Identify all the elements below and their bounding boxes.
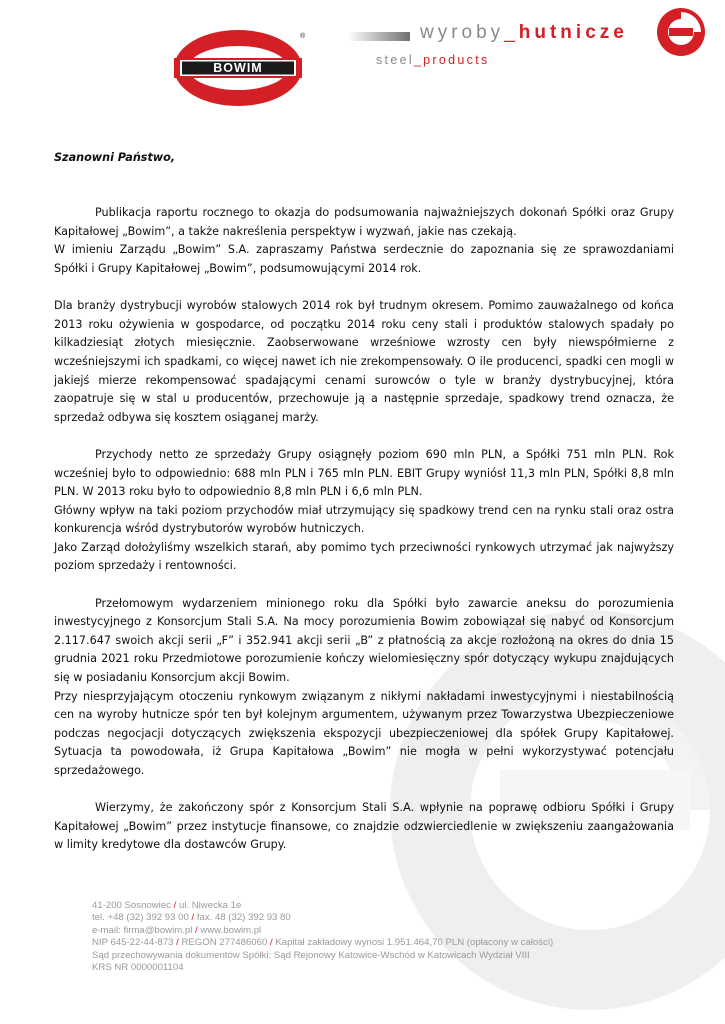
registered-mark: ® xyxy=(300,33,306,40)
footer-email-link[interactable]: e-mail: firma@bowim.pl xyxy=(92,924,193,936)
paragraph: Główny wpływ na taki poziom przychodów miał utrzymujący się spadkowy trend cen na rynku stali oraz ostra konkurencja wśród dystrybutorów wyrobów hutniczych. xyxy=(54,503,674,536)
tagline-main: wyroby_hutnicze xyxy=(420,22,628,43)
paragraph: Jako Zarząd dołożyliśmy wszelkich starań, aby pomimo tych przeciwności rynkowych utrzymać jak najwyższy poziom sprzedaży i rentowności. xyxy=(54,540,674,573)
logo-text: BOWIM xyxy=(213,61,263,75)
bowim-logo xyxy=(172,26,308,108)
footer-web: e-mail: firma@bowim.pl / www.bowim.pl xyxy=(92,924,262,936)
footer-address: 41-200 Sosnowiec / ul. Niwecka 1e xyxy=(92,900,242,911)
paragraph: W imieniu Zarządu „Bowim” S.A. zapraszamy Państwa serdecznie do zapoznania się ze sprawozdaniami Spółki i Grupy Kapitałowej „Bowim”, podsumowującymi 2014 rok. xyxy=(54,243,674,275)
footer-phone: tel. +48 (32) 392 93 00 / fax. 48 (32) 392 93 80 xyxy=(92,912,291,924)
salutation: Szanowni Państwo, xyxy=(54,151,176,164)
tagline-sub: steel_products xyxy=(376,53,490,67)
paragraph: Przychody netto ze sprzedaży Grupy osiągnęły poziom 690 mln PLN, a Spółki 751 mln PLN. Rok wcześniej było to odpowiednio: 688 mln PLN i 765 mln PLN. EBIT Grupy wyniósł 11,3 mln PLN, Spółki 8,8 mln PLN. W 2013 roku było to odpowiednio 8,8 mln PLN i 6,6 mln PLN. xyxy=(54,447,674,499)
footer-registration: NIP 645-22-44-873 / REGON 277486060 / Kapitał zakładowy wynosi 1.951.464,70 PLN (opłacony w całości) xyxy=(92,937,554,949)
paragraph: Publikacja raportu rocznego to okazja do podsumowania najważniejszych dokonań Spółki oraz Grupy Kapitałowej „Bowim”, a także nakreślenia perspektyw i wyzwań, jakie nas czekają. xyxy=(54,206,674,238)
paragraph: Dla branży dystrybucji wyrobów stalowych 2014 rok był trudnym okresem. Pomimo zauważalnego od końca 2013 roku ożywienia w gospodarce, od początku 2014 roku ceny stali i produktów stalowych spadały po kilkadziesiąt złotych miesięcznie. Zaobserwowane wrześniowe wzrosty cen były niewspółmierne z wcześniejszymi ich spadkami, co więcej nawet ich nie zrekompensowały. O ile producenci, spadki cen mogli w jakiejś mierze rekompensować spadającymi cenami surowców o tyle w branży dystrybucyjnej, która zaopatruje się w stal u producentów, przechowuje ją a następnie sprzedaje, spadkowy trend oznacza, że sprzedaż odbywa się kosztem osiąganej marży. xyxy=(54,299,674,424)
tagline-gradient-bar xyxy=(348,32,410,41)
footer-contact xyxy=(92,900,553,974)
footer-krs: KRS NR 0000001104 xyxy=(92,962,184,974)
footer-www-link[interactable]: www.bowim.pl xyxy=(200,924,262,936)
paragraph: Przy niesprzyjającym otoczeniu rynkowym związanym z nikłymi nakładami inwestycyjnymi i niestabilnością cen na wyroby hutnicze spór ten był kolejnym argumentem, używanym przez Towarzystwa Ubezpieczeniowe podczas negocjacji dotyczących zwiększenia ekspozycji ubezpieczeniowej dla spółek Grupy Kapitałowej. Sytuacja ta powodowała, iż Grupa Kapitałowa „Bowim” nie mogła w pełni wykorzystywać potencjału sprzedażowego. xyxy=(54,689,674,777)
letter-body xyxy=(54,149,674,855)
footer-court: Sąd przechowywania dokumentów Spółki: Sąd Rejonowy Katowice-Wschód w Katowicach Wydział VIII xyxy=(92,949,530,961)
paragraph: Wierzymy, że zakończony spór z Konsorcjum Stali S.A. wpłynie na poprawę odbioru Spółki i Grupy Kapitałowej „Bowim” przez instytucje finansowe, co znajdzie odzwierciedlenie w zwiększeniu zaangażowania w limity kredytowe dla dostawców Grupy. xyxy=(54,801,674,852)
paragraph: Przełomowym wydarzeniem minionego roku dla Spółki było zawarcie aneksu do porozumienia inwestycyjnego z Konsorcjum Stali S.A. Na mocy porozumienia Bowim zobowiązał się nabyć od Konsorcjum 2.117.647 swoich akcji serii „F” i 352.941 akcji serii „B” z płatnością za akcje rozłożoną na okres do dnia 15 grudnia 2021 roku Przedmiotowe porozumienie kończy wielomiesięczny spór dotyczący wykupu znajdujących się w posiadaniu Konsorcjum akcji Bowim. xyxy=(54,596,674,685)
corner-emblem-icon xyxy=(655,6,707,58)
